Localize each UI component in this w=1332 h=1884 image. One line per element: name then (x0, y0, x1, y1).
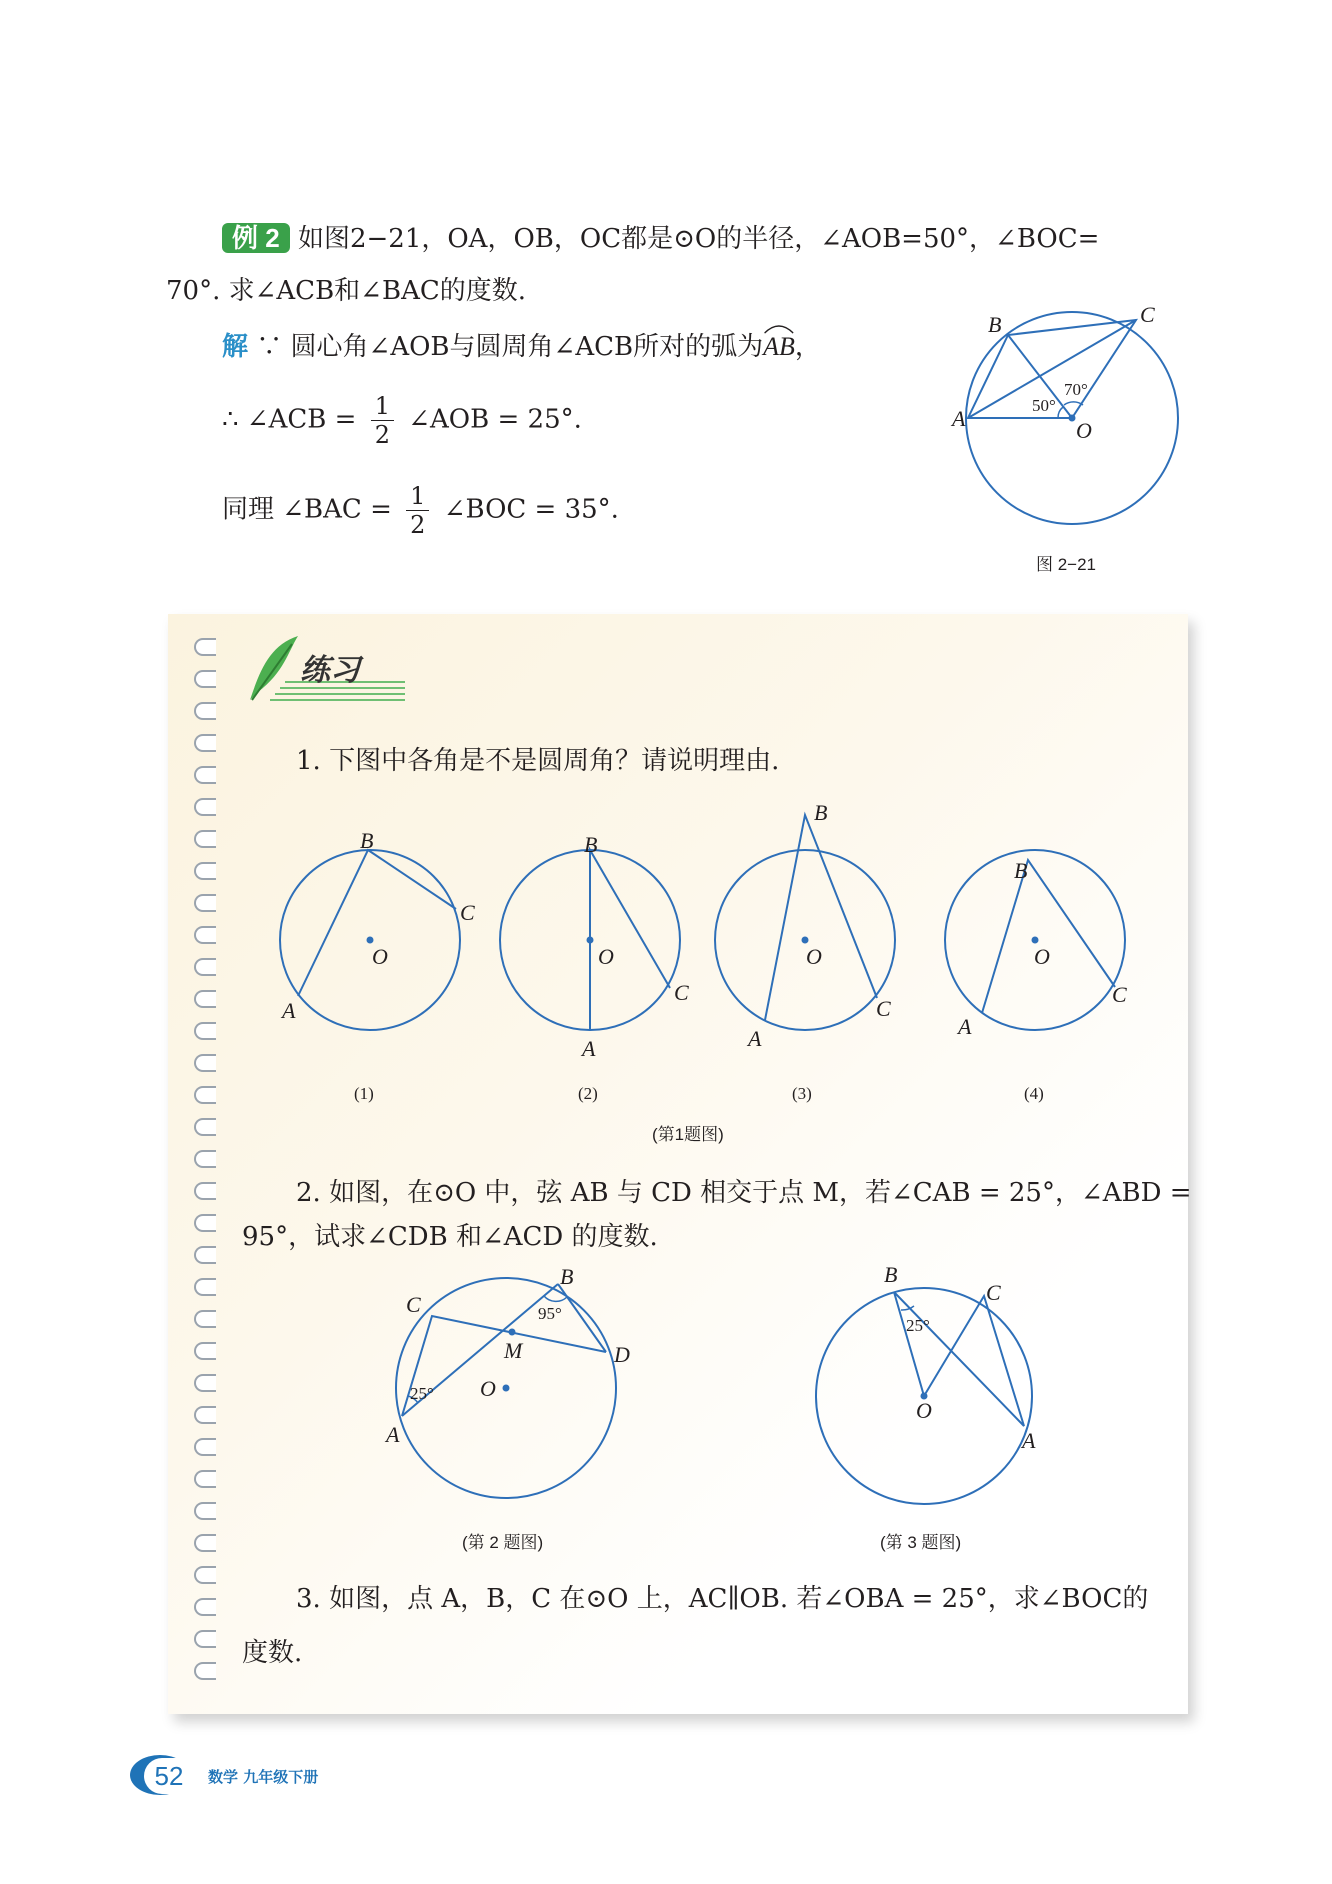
q3-caption: (第 3 题图) (880, 1533, 962, 1552)
q3-label-b: B (884, 1262, 898, 1287)
q2-label-o: O (480, 1376, 496, 1401)
fig221-label-a: A (952, 406, 966, 431)
q1f3-label-c: C (876, 996, 891, 1021)
q2-angle-95: 95° (538, 1304, 562, 1323)
q1-figures (270, 800, 1150, 1060)
q2-label-c: C (406, 1292, 421, 1317)
q1f3-label-b: B (814, 800, 828, 825)
q2-label-a: A (386, 1422, 400, 1447)
q1-fig4 (945, 850, 1125, 1030)
q1f2-label-a: A (582, 1036, 596, 1061)
q3-label-c: C (986, 1280, 1001, 1305)
q3-label-o: O (916, 1398, 932, 1423)
q1f4-label-b: B (1014, 858, 1028, 883)
practice-title: 练习 (300, 653, 360, 688)
example-line2: 70°. 求∠ACB和∠BAC的度数. (166, 276, 527, 306)
fig221-label-b: B (988, 312, 1002, 337)
q2-label-d: D (614, 1342, 630, 1367)
q1f4-label-a: A (958, 1014, 972, 1039)
fig221-caption: 图 2−21 (1036, 555, 1097, 574)
q1f2-label-o: O (598, 944, 614, 969)
solution-text-1-end: ， (794, 332, 821, 362)
fig221-label-o: O (1076, 418, 1092, 443)
example-badge: 例 2 (222, 223, 290, 253)
q3-label-a: A (1022, 1428, 1036, 1453)
solution-line3 (222, 482, 619, 539)
q3-figure (808, 1276, 1048, 1516)
practice-panel (168, 614, 1188, 1714)
solution-label: 解 (222, 332, 249, 362)
sol2-post: ∠AOB = 25°. (408, 404, 582, 435)
sol3-pre: 同理 ∠BAC = (222, 494, 392, 525)
q1f1-label-a: A (282, 998, 296, 1023)
q1-sublabel-1: (1) (354, 1084, 374, 1103)
sol3-post: ∠BOC = 35°. (443, 494, 619, 525)
q3-line1: 3. 如图，点 A，B，C 在⊙O 上，AC∥OB. 若∠OBA = 25°，求∠BOC的 (296, 1584, 1149, 1614)
q1-sublabel-4: (4) (1024, 1084, 1044, 1103)
solution-text-1: ∵ 圆心角∠AOB与圆周角∠ACB所对的弧为 (256, 332, 764, 362)
q1f4-label-o: O (1034, 944, 1050, 969)
q2-angle-25: 25° (410, 1384, 434, 1403)
q1-fig2 (500, 850, 680, 1030)
q2-caption: (第 2 题图) (462, 1533, 544, 1552)
q1f3-label-o: O (806, 944, 822, 969)
q1f2-label-c: C (674, 980, 689, 1005)
q2-line1: 2. 如图，在⊙O 中，弦 AB 与 CD 相交于点 M，若∠CAB = 25°，∠ABD = (296, 1178, 1192, 1208)
fraction-half-2: $\frac{1}{2}$ (406, 482, 429, 539)
example-text-line1: 如图2−21，OA，OB，OC都是⊙O的半径，∠AOB=50°，∠BOC= (297, 224, 1100, 254)
q1f3-label-a: A (748, 1026, 762, 1051)
solution-line1 (222, 330, 821, 364)
fig221-angle-70: 70° (1064, 380, 1088, 399)
q3-line2: 度数. (242, 1638, 303, 1668)
fraction-half: $\frac{1}{2}$ (371, 392, 394, 449)
q3-angle-25: 25° (906, 1316, 930, 1335)
figure-2-21 (940, 305, 1200, 555)
sol2-pre: ∴ ∠ACB = (222, 404, 357, 435)
q1f2-label-b: B (584, 832, 598, 857)
fig221-label-c: C (1140, 302, 1155, 327)
q1-text: 1. 下图中各角是不是圆周角？请说明理由. (296, 746, 780, 776)
q1-sublabel-3: (3) (792, 1084, 812, 1103)
q1-fig3 (715, 815, 895, 1030)
arc-ab: AB (763, 330, 795, 364)
book-title: 数学 九年级下册 (208, 1768, 319, 1786)
q2-line2: 95°，试求∠CDB 和∠ACD 的度数. (242, 1222, 658, 1252)
q1-sublabel-2: (2) (578, 1084, 598, 1103)
page-number: 52 (144, 1758, 194, 1794)
solution-line2 (222, 392, 582, 449)
q1f1-label-b: B (360, 828, 374, 853)
q1-fig1 (280, 850, 460, 1030)
q2-label-m: M (504, 1338, 523, 1363)
example-line1 (222, 222, 1099, 256)
q1f1-label-c: C (460, 900, 475, 925)
fig221-angle-50: 50° (1032, 396, 1056, 415)
q1-caption: (第1题图) (652, 1125, 724, 1144)
q2-label-b: B (560, 1264, 574, 1289)
q1f4-label-c: C (1112, 982, 1127, 1007)
q1f1-label-o: O (372, 944, 388, 969)
